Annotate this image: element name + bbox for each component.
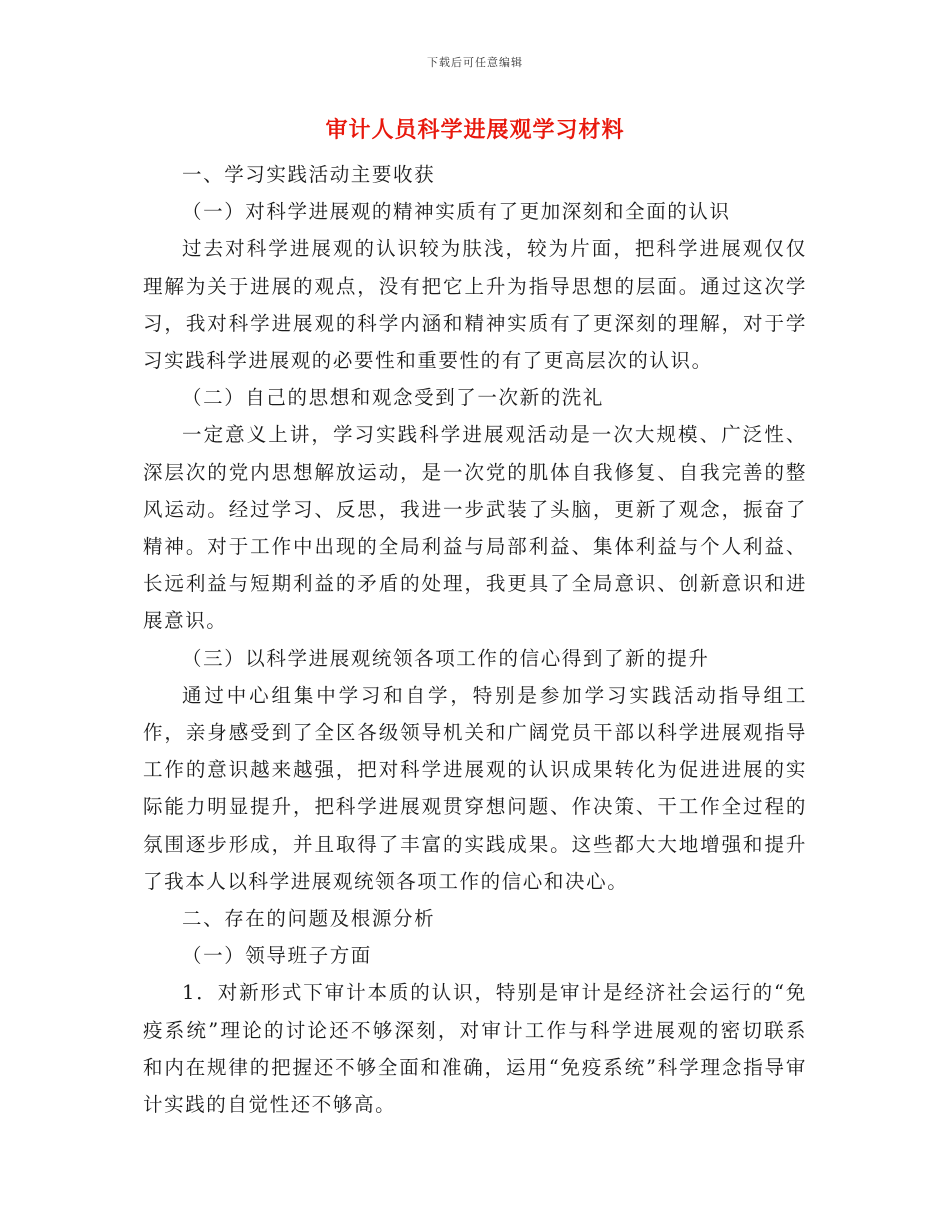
subsection-heading-2-1: （一）领导班子方面: [182, 944, 372, 968]
paragraph-2-1-item-1: 1．对新形式下审计本质的认识，特别是审计是经济社会运行的“免疫系统”理论的讨论还不够深刻，对审计工作与科学进展观的密切联系和内在规律的把握还不够全面和准确，运用“免疫系统”科学理念指导审计实践的自觉性还不够高。: [143, 981, 807, 1117]
subsection-heading-1-2: （二）自己的思想和观念受到了一次新的洗礼: [182, 386, 605, 410]
paragraph-1-3: 通过中心组集中学习和自学，特别是参加学习实践活动指导组工作，亲身感受到了全区各级领导机关和广阔党员干部以科学进展观指导工作的意识越来越强，把对科学进展观的认识成果转化为促进进展的实际能力明显提升，把科学进展观贯穿想问题、作决策、干工作全过程的氛围逐步形成，并且取得了丰富的实践成果。这些都大大地增强和提升了我本人以科学进展观统领各项工作的信心和决心。: [143, 683, 807, 893]
document-body: [143, 156, 807, 1123]
section-heading-1: 一、学习实践活动主要收获: [182, 163, 436, 186]
document-title: 审计人员科学进展观学习材料: [325, 117, 625, 143]
paragraph-1-2: 一定意义上讲，学习实践科学进展观活动是一次大规模、广泛性、深层次的党内思想解放运动，是一次党的肌体自我修复、自我完善的整风运动。经过学习、反思，我进一步武装了头脑，更新了观念，振奋了精神。对于工作中出现的全局利益与局部利益、集体利益与个人利益、长远利益与短期利益的矛盾的处理，我更具了全局意识、创新意识和进展意识。: [143, 423, 807, 633]
page-header-note: 下载后可任意编辑: [427, 56, 523, 69]
subsection-heading-1-3: （三）以科学进展观统领各项工作的信心得到了新的提升: [182, 646, 710, 670]
paragraph-1-1: 过去对科学进展观的认识较为肤浅，较为片面，把科学进展观仅仅理解为关于进展的观点，没有把它上升为指导思想的层面。通过这次学习，我对科学进展观的科学内涵和精神实质有了更深刻的理解，对于学习实践科学进展观的必要性和重要性的有了更高层次的认识。: [143, 237, 807, 373]
subsection-heading-1-1: （一）对科学进展观的精神实质有了更加深刻和全面的认识: [182, 200, 731, 224]
section-heading-2: 二、存在的问题及根源分析: [182, 907, 436, 931]
